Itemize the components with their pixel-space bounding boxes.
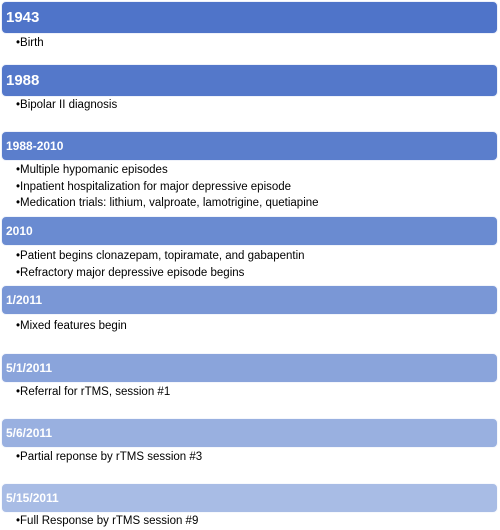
- timeline-event-item: •Patient begins clonazepam, topiramate, and gabapentin: [16, 250, 305, 262]
- timeline-date-header: [1, 131, 498, 161]
- timeline-date-header: [1, 216, 498, 246]
- timeline-event-item: •Full Response by rTMS session #9: [16, 515, 199, 527]
- timeline-date-label: 5/15/2011: [6, 491, 59, 505]
- timeline-date-label: 5/6/2011: [6, 426, 53, 440]
- timeline-event-item: •Multiple hypomanic episodes: [16, 164, 168, 176]
- timeline-date-header: [1, 285, 498, 315]
- timeline-date-label: 1988: [6, 72, 40, 89]
- timeline-event-list: [16, 318, 486, 335]
- timeline-event-item: •Inpatient hospitalization for major depressive episode: [16, 180, 292, 193]
- timeline-date-label: 1988-2010: [6, 139, 64, 153]
- timeline-event-item: •Partial reponse by rTMS session #3: [16, 451, 203, 463]
- timeline-event-item: •Mixed features begin: [16, 320, 127, 332]
- timeline-date-label: 2010: [6, 224, 33, 238]
- timeline-event-list: [16, 513, 486, 530]
- timeline-date-label: 5/1/2011: [6, 361, 53, 375]
- timeline-event-list: [16, 384, 486, 401]
- timeline-event-list: [16, 162, 486, 212]
- timeline-event-list: [16, 97, 486, 114]
- timeline-date-header: [1, 1, 498, 34]
- timeline-event-list: [16, 248, 486, 281]
- timeline-date-header: [1, 64, 498, 97]
- timeline-event-list: [16, 449, 486, 466]
- timeline-event-item: •Referral for rTMS, session #1: [16, 386, 171, 398]
- timeline-event-list: [16, 35, 486, 52]
- timeline-event-item: •Refractory major depressive episode begins: [16, 266, 245, 279]
- timeline-date-header: [1, 483, 498, 513]
- timeline-event-item: •Birth: [16, 37, 44, 49]
- timeline-event-item: •Medication trials: lithium, valproate, lamotrigine, quetiapine: [16, 197, 319, 209]
- timeline-date-header: [1, 353, 498, 383]
- timeline-event-item: •Bipolar II diagnosis: [16, 99, 118, 111]
- timeline-date-header: [1, 418, 498, 448]
- timeline-date-label: 1/2011: [6, 293, 43, 307]
- timeline-date-label: 1943: [6, 9, 40, 26]
